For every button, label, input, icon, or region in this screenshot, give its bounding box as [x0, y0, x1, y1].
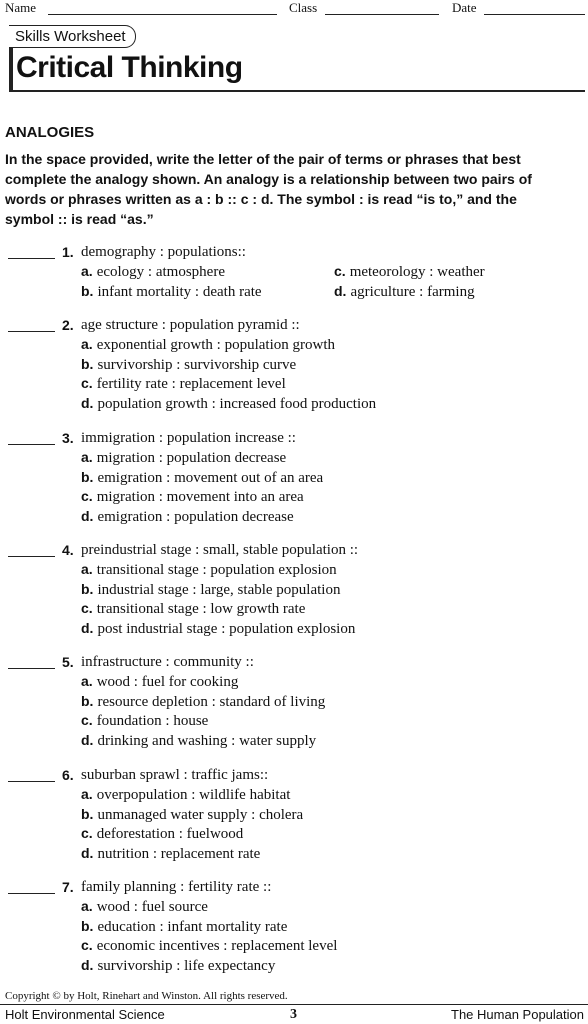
option-letter: a.: [81, 898, 93, 914]
question-1: [0, 244, 588, 304]
option-text: survivorship : life expectancy: [97, 958, 276, 974]
option-text: foundation : house: [96, 713, 209, 729]
option-d: [81, 508, 294, 526]
section-heading: ANALOGIES: [5, 124, 95, 141]
option-letter: c.: [81, 937, 93, 953]
option-a: [81, 449, 286, 467]
option-a: [81, 673, 238, 691]
option-d: [81, 395, 376, 413]
option-d: [81, 845, 260, 863]
option-text: drinking and washing : water supply: [97, 733, 317, 749]
option-letter: c.: [81, 825, 93, 841]
option-d: [334, 283, 475, 301]
option-letter: a.: [81, 673, 93, 689]
option-text: transitional stage : low growth rate: [96, 601, 306, 617]
option-letter: b.: [81, 806, 94, 822]
footer-book-title: Holt Environmental Science: [5, 1007, 165, 1022]
option-text: nutrition : replacement rate: [97, 846, 261, 862]
option-b: [81, 356, 296, 374]
option-letter: d.: [81, 957, 94, 973]
question-number: 2.: [62, 317, 74, 333]
option-d: [81, 957, 275, 975]
option-c: [81, 600, 305, 618]
option-letter: b.: [81, 469, 94, 485]
option-text: exponential growth : population growth: [96, 337, 335, 353]
option-c: [81, 375, 286, 393]
class-label: Class: [289, 0, 318, 15]
option-text: wood : fuel source: [96, 899, 208, 915]
option-b: [81, 581, 340, 599]
option-letter: b.: [81, 283, 94, 299]
answer-blank[interactable]: [8, 893, 55, 894]
option-text: ecology : atmosphere: [96, 264, 225, 280]
question-stem: immigration : population increase ::: [81, 430, 296, 446]
option-c: [81, 488, 304, 506]
question-6: [0, 767, 588, 867]
question-number: 3.: [62, 430, 74, 446]
option-letter: d.: [334, 283, 347, 299]
question-number: 5.: [62, 654, 74, 670]
option-text: transitional stage : population explosion: [96, 562, 337, 578]
question-4: [0, 542, 588, 642]
question-stem: preindustrial stage : small, stable population ::: [81, 542, 359, 558]
question-7: [0, 879, 588, 979]
option-text: fertility rate : replacement level: [96, 376, 286, 392]
option-letter: d.: [81, 732, 94, 748]
question-stem: age structure : population pyramid ::: [81, 317, 300, 333]
answer-blank[interactable]: [8, 331, 55, 332]
option-letter: c.: [81, 375, 93, 391]
option-letter: c.: [81, 712, 93, 728]
option-letter: b.: [81, 918, 94, 934]
option-letter: a.: [81, 786, 93, 802]
option-letter: c.: [81, 600, 93, 616]
copyright-notice: Copyright © by Holt, Rinehart and Winston. All rights reserved.: [5, 990, 288, 1002]
option-letter: b.: [81, 356, 94, 372]
question-number: 6.: [62, 767, 74, 783]
option-letter: a.: [81, 336, 93, 352]
footer-divider: [0, 1004, 588, 1005]
option-text: population growth : increased food production: [97, 396, 377, 412]
option-text: agriculture : farming: [350, 284, 475, 300]
option-a: [81, 336, 335, 354]
option-text: industrial stage : large, stable population: [97, 582, 341, 598]
option-text: migration : population decrease: [96, 450, 287, 466]
title-divider: [9, 90, 585, 92]
option-c: [334, 263, 485, 281]
question-stem: suburban sprawl : traffic jams::: [81, 767, 269, 783]
option-c: [81, 712, 208, 730]
name-field[interactable]: [48, 14, 277, 15]
option-text: infant mortality : death rate: [97, 284, 262, 300]
option-letter: d.: [81, 508, 94, 524]
option-letter: d.: [81, 395, 94, 411]
option-b: [81, 806, 303, 824]
option-text: emigration : movement out of an area: [97, 470, 324, 486]
option-text: survivorship : survivorship curve: [97, 357, 297, 373]
option-text: economic incentives : replacement level: [96, 938, 338, 954]
question-5: [0, 654, 588, 754]
answer-blank[interactable]: [8, 668, 55, 669]
option-b: [81, 918, 287, 936]
name-label: Name: [5, 0, 37, 15]
question-number: 1.: [62, 244, 74, 260]
option-letter: a.: [81, 449, 93, 465]
option-a: [81, 898, 208, 916]
option-letter: d.: [81, 845, 94, 861]
option-letter: a.: [81, 263, 93, 279]
option-text: education : infant mortality rate: [97, 919, 288, 935]
option-text: unmanaged water supply : cholera: [97, 807, 304, 823]
option-a: [81, 786, 290, 804]
option-text: post industrial stage : population explosion: [97, 621, 356, 637]
instructions: In the space provided, write the letter of the pair of terms or phrases that best complete the analogy shown. An analogy is a relationship between two pairs of words or phrases written as a : b :: c : d. The symbol : is read “is to,” and the symbol :: is read “as.”: [5, 151, 532, 227]
answer-blank[interactable]: [8, 258, 55, 259]
option-text: migration : movement into an area: [96, 489, 304, 505]
question-3: [0, 430, 588, 530]
option-text: emigration : population decrease: [97, 509, 294, 525]
option-letter: c.: [334, 263, 346, 279]
student-info-row: [0, 0, 588, 16]
option-b: [81, 469, 323, 487]
page-title: Critical Thinking: [16, 51, 243, 84]
question-number: 7.: [62, 879, 74, 895]
option-c: [81, 825, 243, 843]
option-text: meteorology : weather: [349, 264, 485, 280]
option-c: [81, 937, 337, 955]
option-letter: b.: [81, 693, 94, 709]
option-d: [81, 620, 355, 638]
option-a: [81, 561, 337, 579]
question-number: 4.: [62, 542, 74, 558]
option-text: deforestation : fuelwood: [96, 826, 244, 842]
option-b: [81, 283, 262, 301]
option-letter: c.: [81, 488, 93, 504]
option-letter: a.: [81, 561, 93, 577]
option-letter: d.: [81, 620, 94, 636]
date-field[interactable]: [484, 14, 585, 15]
option-text: overpopulation : wildlife habitat: [96, 787, 291, 803]
option-a: [81, 263, 225, 281]
worksheet-type-tag: Skills Worksheet: [9, 25, 136, 48]
option-text: resource depletion : standard of living: [97, 694, 326, 710]
answer-blank[interactable]: [8, 781, 55, 782]
class-field[interactable]: [325, 14, 439, 15]
option-b: [81, 693, 325, 711]
answer-blank[interactable]: [8, 444, 55, 445]
title-bar: [9, 47, 13, 90]
question-2: [0, 317, 588, 417]
option-d: [81, 732, 316, 750]
page-number: 3: [290, 1007, 297, 1022]
answer-blank[interactable]: [8, 556, 55, 557]
option-text: wood : fuel for cooking: [96, 674, 239, 690]
date-label: Date: [452, 0, 477, 15]
footer-chapter-title: The Human Population: [451, 1007, 584, 1022]
question-stem: family planning : fertility rate ::: [81, 879, 272, 895]
question-stem: demography : populations::: [81, 244, 246, 260]
option-letter: b.: [81, 581, 94, 597]
question-stem: infrastructure : community ::: [81, 654, 254, 670]
